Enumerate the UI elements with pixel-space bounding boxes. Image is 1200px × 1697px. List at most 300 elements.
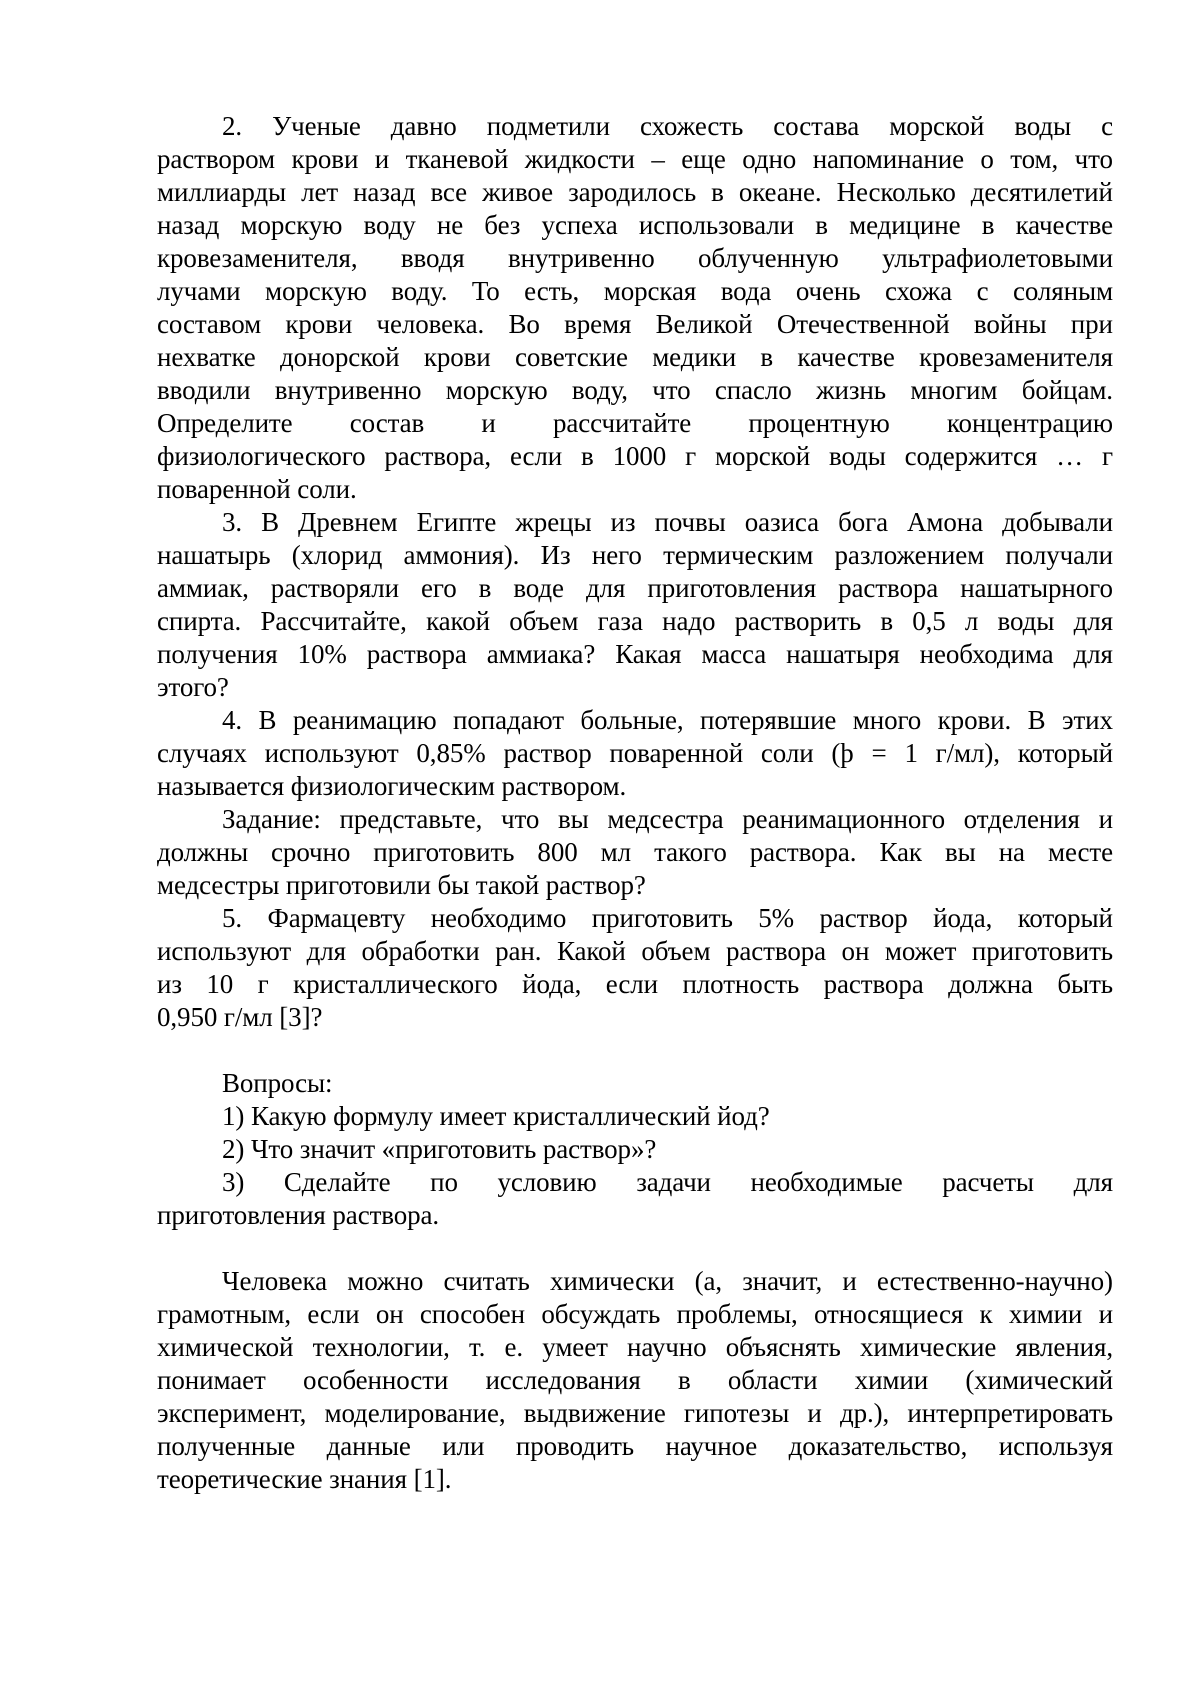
word: вы [557, 804, 589, 834]
word: вода [720, 276, 772, 306]
word: качестве [797, 342, 895, 372]
task-4 [157, 704, 1113, 803]
word: если [509, 441, 563, 471]
word: используют [264, 738, 399, 768]
word: интерпретировать [907, 1398, 1113, 1428]
word: почвы [654, 507, 726, 537]
word: вводили [157, 375, 251, 405]
word: (химический [965, 1365, 1113, 1395]
word: жизнь [815, 375, 886, 405]
word: морскую [265, 276, 367, 306]
word: 3) [222, 1167, 245, 1197]
word: и [374, 144, 390, 174]
word: случаях [157, 738, 247, 768]
word: Как [879, 837, 922, 867]
word: воду. [391, 276, 448, 306]
word: по [430, 1167, 458, 1197]
word: необходимые [750, 1167, 903, 1197]
word: Определите [157, 408, 293, 438]
word: соляным [1012, 276, 1113, 306]
word: воды [1014, 111, 1072, 141]
word: он [375, 1299, 404, 1329]
word: полученные [157, 1431, 296, 1461]
word: тканевой [405, 144, 509, 174]
word: без [484, 210, 521, 240]
word: Фармацевту [267, 903, 406, 933]
word: Задание: [222, 804, 321, 834]
word: состава [773, 111, 860, 141]
word: успеха [541, 210, 618, 240]
word: воды [997, 606, 1055, 636]
word: зародилось [568, 177, 697, 207]
word: (а, [694, 1266, 723, 1296]
blank-line [157, 1232, 1113, 1265]
word: (þ [831, 738, 854, 768]
word: особенности [302, 1365, 449, 1395]
text-line [157, 1166, 1113, 1199]
word: ультрафиолетовыми [882, 243, 1113, 273]
word: обработки [361, 936, 480, 966]
text-line: называется физиологическим раствором. [157, 771, 627, 801]
word: к [979, 1299, 993, 1329]
question-2 [157, 1133, 1113, 1166]
word: или [442, 1431, 485, 1461]
word: объяснять [725, 1332, 841, 1362]
word: может [884, 936, 957, 966]
word: получения [157, 639, 278, 669]
word: Египте [416, 507, 497, 537]
word: в [581, 441, 594, 471]
word: и [1098, 804, 1113, 834]
text-line: поваренной соли. [157, 474, 357, 504]
word: растворить [734, 606, 862, 636]
text-line [157, 242, 1113, 275]
word: 2. [222, 111, 243, 141]
word: приготовить [591, 903, 733, 933]
word: области [727, 1365, 818, 1395]
word: внутривенно [274, 375, 422, 405]
text-line [157, 209, 1113, 242]
word: 3. [222, 507, 243, 537]
word: нашатыря [786, 639, 900, 669]
word: Отечественной [776, 309, 950, 339]
word: данные [326, 1431, 411, 1461]
word: должна [948, 969, 1033, 999]
word: раствор [819, 903, 908, 933]
word: в [815, 210, 828, 240]
word: эксперимент, [157, 1398, 307, 1428]
word: содержится [904, 441, 1038, 471]
word: аммиак, [157, 573, 249, 603]
word: крови [291, 144, 359, 174]
word: в [760, 342, 774, 372]
task-5 [157, 902, 1113, 1034]
word: схожа [884, 276, 953, 306]
word: Ученые [272, 111, 361, 141]
word: если [605, 969, 658, 999]
word: для [1073, 639, 1113, 669]
word: грамотным, [157, 1299, 292, 1329]
word: и [481, 408, 496, 438]
word: л [964, 606, 979, 636]
word: воду, [571, 375, 628, 405]
word: такого [654, 837, 727, 867]
text-line [157, 935, 1113, 968]
word: потерявшие [700, 705, 837, 735]
word: объем [509, 606, 579, 636]
word: океане. [738, 177, 822, 207]
word: оазиса [744, 507, 820, 537]
word: химии [1008, 1299, 1083, 1329]
word: добывали [1002, 507, 1113, 537]
text-line [157, 506, 1113, 539]
text-line [157, 1397, 1113, 1430]
word: использовали [638, 210, 795, 240]
word: 10% [297, 639, 347, 669]
word: бога [838, 507, 888, 537]
word: разложением [834, 540, 985, 570]
word: 4. [222, 705, 243, 735]
word: нашатырного [960, 573, 1113, 603]
word: раствора [725, 936, 826, 966]
word: получали [1005, 540, 1113, 570]
text-line [157, 572, 1113, 605]
word: раствора [366, 639, 467, 669]
word: Великой [655, 309, 753, 339]
conclusion [157, 1265, 1113, 1496]
word: химические [859, 1332, 997, 1362]
word: реанимацию [292, 705, 437, 735]
word: все [430, 177, 468, 207]
word: вводя [400, 243, 465, 273]
word: месте [1047, 837, 1113, 867]
word: аммиака? [486, 639, 596, 669]
word: облученную [698, 243, 839, 273]
word: поваренной [609, 738, 744, 768]
word: с [976, 276, 989, 306]
word: крови. [937, 705, 1012, 735]
word: советские [515, 342, 628, 372]
word: умеет [542, 1332, 608, 1362]
text-line: 1) Какую формулу имеет кристаллический йод? [222, 1101, 770, 1131]
word: кровезаменителя [919, 342, 1113, 372]
word: лет [301, 177, 339, 207]
text-line [157, 902, 1113, 935]
word: крови [285, 309, 353, 339]
word: йода, [522, 969, 582, 999]
word: раствором [157, 144, 276, 174]
word: быть [1057, 969, 1113, 999]
word: морскую [240, 210, 343, 240]
word: в [880, 606, 893, 636]
word: г [257, 969, 269, 999]
word: приготовить [373, 837, 515, 867]
text-line [157, 407, 1113, 440]
word: объем [641, 936, 711, 966]
word: Сделайте [283, 1167, 391, 1197]
word: плотность [682, 969, 800, 999]
word: процентную [748, 408, 890, 438]
text-line [157, 1364, 1113, 1397]
word: для [1073, 606, 1113, 636]
word: рассчитайте [552, 408, 692, 438]
word: время [564, 309, 632, 339]
word: используют [157, 936, 292, 966]
word: В [261, 507, 280, 537]
text-line [157, 275, 1113, 308]
word: химической [157, 1332, 294, 1362]
text-line [157, 737, 1113, 770]
word: он [841, 936, 870, 966]
word: В [258, 705, 277, 735]
text-line [157, 968, 1113, 1001]
word: растворяли [270, 573, 399, 603]
word: состав [349, 408, 425, 438]
word: нашатырь [157, 540, 271, 570]
word: больные, [580, 705, 684, 735]
word: раствор [503, 738, 592, 768]
word: Древнем [298, 507, 398, 537]
word: подметили [486, 111, 610, 141]
word: если [307, 1299, 360, 1329]
text-line [157, 638, 1113, 671]
word: технологии, [312, 1332, 450, 1362]
word: и [807, 1398, 822, 1428]
word: что [1074, 144, 1113, 174]
text-line: Вопросы: [222, 1068, 333, 1098]
word: химии [854, 1365, 929, 1395]
word: морской [889, 111, 985, 141]
word: То [471, 276, 500, 306]
word: о [980, 144, 994, 174]
word: воде [513, 573, 564, 603]
word: выдвижение [523, 1398, 666, 1428]
text-line: теоретические знания [1]. [157, 1464, 452, 1494]
word: и [1098, 1299, 1113, 1329]
word: живое [482, 177, 554, 207]
word: термическим [663, 540, 814, 570]
text-line [157, 143, 1113, 176]
text-line [157, 440, 1113, 473]
word: используя [998, 1431, 1113, 1461]
word: естественно-научно) [876, 1266, 1113, 1296]
word: что [501, 804, 540, 834]
text-line [157, 1430, 1113, 1463]
question-3 [157, 1166, 1113, 1232]
word: 5% [758, 903, 795, 933]
word: Рассчитайте, [260, 606, 407, 636]
word: можно [347, 1266, 424, 1296]
word: понимает [157, 1365, 266, 1395]
text-line [157, 539, 1113, 572]
word: Во [508, 309, 540, 339]
word: из [610, 507, 636, 537]
word: реанимационного [742, 804, 945, 834]
word: проводить [515, 1431, 634, 1461]
word: Амона [907, 507, 984, 537]
text-line: приготовления раствора. [157, 1200, 440, 1230]
word: исследования [485, 1365, 641, 1395]
text-line [157, 605, 1113, 638]
word: при [1070, 309, 1113, 339]
word: для [1073, 1167, 1113, 1197]
word: спасло [714, 375, 792, 405]
word: есть, [524, 276, 580, 306]
word: научное [665, 1431, 758, 1461]
word: 800 [537, 837, 578, 867]
word: Какая [615, 639, 682, 669]
word: очень [795, 276, 861, 306]
word: др.), [839, 1398, 890, 1428]
task-3 [157, 506, 1113, 704]
word: и [842, 1266, 857, 1296]
word: т. [468, 1332, 486, 1362]
word: йода, [933, 903, 993, 933]
word: условию [497, 1167, 597, 1197]
word: спирта. [157, 606, 242, 636]
word: г [1101, 441, 1113, 471]
word: проблемы, [676, 1299, 798, 1329]
word: должны [157, 837, 248, 867]
word: в [677, 1365, 691, 1395]
word: качестве [1015, 210, 1113, 240]
word: крови [423, 342, 491, 372]
word: ран. [495, 936, 542, 966]
word: срочно [271, 837, 351, 867]
word: назад [353, 177, 416, 207]
word: донорской [280, 342, 400, 372]
word: приготовить [971, 936, 1113, 966]
word: необходимо [430, 903, 567, 933]
word: попадают [453, 705, 564, 735]
word: составом [157, 309, 262, 339]
task-4-assignment [157, 803, 1113, 902]
word: надо [662, 606, 716, 636]
word: кровезаменителя, [157, 243, 358, 273]
word: жрецы [515, 507, 592, 537]
text-line [157, 1298, 1113, 1331]
word: на [998, 837, 1025, 867]
word: раствора [838, 573, 939, 603]
word: назад [157, 210, 220, 240]
word: е. [504, 1332, 524, 1362]
text-line: медсестры приготовили бы такой раствор? [157, 870, 646, 900]
word: внутривенно [507, 243, 655, 273]
word: лучами [157, 276, 241, 306]
word: многим [910, 375, 998, 405]
word: нехватке [157, 342, 256, 372]
word: том, [1010, 144, 1059, 174]
word: миллиарды [157, 177, 287, 207]
text-line [157, 803, 1113, 836]
word: 1 [904, 738, 918, 768]
word: (хлорид [291, 540, 383, 570]
word: приготовления [647, 573, 817, 603]
word: много [852, 705, 922, 735]
word: воду [363, 210, 416, 240]
word: кристаллического [293, 969, 498, 999]
word: 1000 [612, 441, 667, 471]
word: медсестра [607, 804, 724, 834]
word: аммония). [403, 540, 520, 570]
word: считать [443, 1266, 530, 1296]
word: г/мл), [935, 738, 1000, 768]
task-2 [157, 110, 1113, 506]
word: необходима [919, 639, 1054, 669]
word: представьте, [339, 804, 483, 834]
questions-heading [157, 1067, 1113, 1100]
word: не [436, 210, 464, 240]
word: бойцам. [1021, 375, 1113, 405]
text-line [157, 308, 1113, 341]
text-line [157, 374, 1113, 407]
word: В [1027, 705, 1046, 735]
word: из [157, 969, 182, 999]
word: масса [701, 639, 767, 669]
word: морской [715, 441, 811, 471]
word: морская [603, 276, 697, 306]
word: = [871, 738, 887, 768]
word: десятилетий [970, 177, 1113, 207]
word: научно [627, 1332, 707, 1362]
word: медики [652, 342, 737, 372]
word: раствора [823, 969, 924, 999]
word: этих [1061, 705, 1113, 735]
question-1 [157, 1100, 1113, 1133]
blank-line [157, 1034, 1113, 1067]
word: относящиеся [813, 1299, 964, 1329]
word: что [652, 375, 691, 405]
word: схожесть [640, 111, 744, 141]
text-line [157, 341, 1113, 374]
word: еще [681, 144, 726, 174]
text-line [157, 836, 1113, 869]
word: задачи [636, 1167, 711, 1197]
word: в [711, 177, 724, 207]
word: Какой [556, 936, 626, 966]
word: одно [742, 144, 797, 174]
word: человека. [376, 309, 485, 339]
word: газа [597, 606, 643, 636]
word: его [421, 573, 457, 603]
word: давно [390, 111, 457, 141]
word: в [981, 210, 995, 240]
word: для [585, 573, 626, 603]
word: гипотезы [683, 1398, 790, 1428]
text-line [157, 704, 1113, 737]
word: явления, [1015, 1332, 1113, 1362]
word: 10 [206, 969, 234, 999]
text-line: этого? [157, 672, 229, 702]
text-line: 2) Что значит «приготовить раствор»? [222, 1134, 657, 1164]
word: – [651, 144, 665, 174]
word: напоминание [812, 144, 964, 174]
text-line [157, 176, 1113, 209]
word: концентрацию [946, 408, 1113, 438]
word: жидкости [524, 144, 635, 174]
word: вы [944, 837, 976, 867]
word: воды [828, 441, 886, 471]
word: какой [426, 606, 490, 636]
word: в [478, 573, 492, 603]
word: раствора, [384, 441, 492, 471]
word: Человека [222, 1266, 327, 1296]
word: моделирование, [324, 1398, 506, 1428]
word: него [591, 540, 642, 570]
word: 0,5 [912, 606, 946, 636]
word: расчеты [942, 1167, 1034, 1197]
word: морскую [445, 375, 548, 405]
